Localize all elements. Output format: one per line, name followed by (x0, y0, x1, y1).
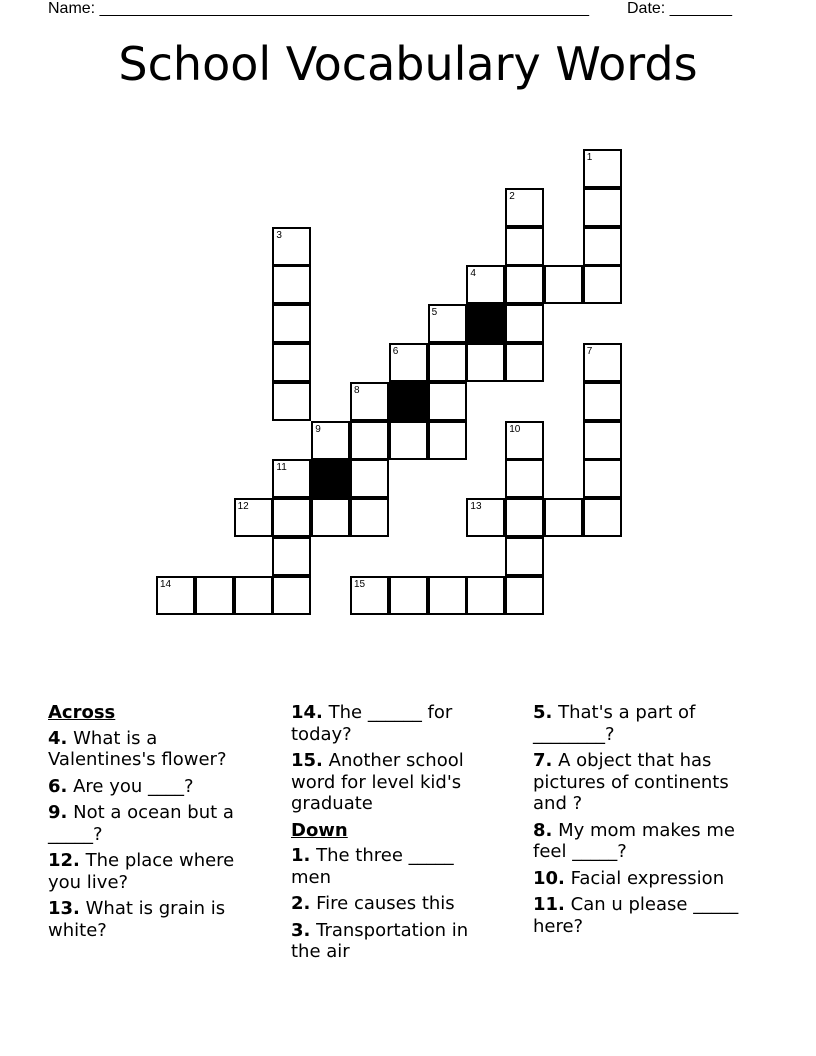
clue-number: 8 (354, 384, 360, 396)
crossword-cell[interactable] (544, 498, 583, 537)
crossword-cell[interactable] (583, 459, 622, 498)
clue-item-number: 15. (291, 750, 323, 771)
clue-item-number: 11. (533, 894, 565, 915)
crossword-cell[interactable] (583, 382, 622, 421)
crossword-cell[interactable] (350, 576, 389, 615)
crossword-block-cell (389, 382, 428, 421)
clue-item-text: The ______ for today? (291, 702, 453, 745)
clue-item-number: 2. (291, 893, 311, 914)
crossword-cell[interactable] (156, 576, 195, 615)
clue-item (48, 850, 263, 893)
crossword-cell[interactable] (389, 576, 428, 615)
crossword-cell[interactable] (428, 343, 467, 382)
crossword-cell[interactable] (544, 265, 583, 304)
clue-item (291, 920, 491, 963)
clue-item-text: What is grain is white? (48, 898, 226, 941)
crossword-cell[interactable] (505, 343, 544, 382)
clue-item-number: 6. (48, 775, 68, 797)
clue-item-number: 5. (533, 702, 553, 723)
crossword-cell[interactable] (350, 382, 389, 421)
crossword-cell[interactable] (505, 227, 544, 266)
clue-item (291, 702, 491, 745)
crossword-cell[interactable] (583, 343, 622, 382)
clue-item-text: Transportation in the air (291, 919, 469, 962)
clue-number: 2 (509, 190, 515, 202)
crossword-cell[interactable] (466, 265, 505, 304)
crossword-cell[interactable] (505, 498, 544, 537)
clue-number: 9 (315, 423, 321, 435)
clues-column-2 (291, 702, 491, 968)
clue-item-text: The place where you live? (48, 850, 235, 893)
crossword-cell[interactable] (583, 421, 622, 460)
clue-item-text: That's a part of ________? (533, 702, 696, 745)
crossword-cell[interactable] (389, 343, 428, 382)
clue-item (533, 894, 768, 937)
clue-item-text: What is a Valentines's flower? (48, 727, 227, 770)
clue-item (533, 750, 768, 815)
crossword-cell[interactable] (505, 576, 544, 615)
clue-item-text: Fire causes this (316, 893, 455, 914)
crossword-cell[interactable] (195, 576, 234, 615)
crossword-cell[interactable] (272, 459, 311, 498)
clue-number: 1 (586, 152, 593, 163)
clue-item-number: 12. (48, 850, 80, 871)
clue-item (48, 898, 263, 941)
crossword-cell[interactable] (311, 498, 350, 537)
clue-item-number: 10. (533, 867, 565, 889)
clue-number: 10 (509, 423, 521, 435)
crossword-cell[interactable] (428, 304, 467, 343)
crossword-cell[interactable] (234, 498, 273, 537)
clue-item-number: 1. (291, 845, 311, 866)
crossword-cell[interactable] (350, 421, 389, 460)
crossword-cell[interactable] (583, 498, 622, 537)
clue-number: 15 (354, 578, 366, 590)
clue-item-number: 9. (48, 802, 68, 823)
clue-number: 3 (276, 229, 282, 241)
clue-item-text: The three _____ men (291, 845, 454, 888)
crossword-cell[interactable] (583, 188, 622, 227)
crossword-cell[interactable] (272, 343, 311, 382)
clue-heading: Down (291, 819, 348, 841)
crossword-cell[interactable] (272, 537, 311, 576)
crossword-block-cell (466, 304, 505, 343)
clue-item-text: My mom makes me feel _____? (533, 819, 735, 862)
clue-number: 7 (586, 346, 593, 357)
crossword-cell[interactable] (272, 382, 311, 421)
crossword-cell[interactable] (389, 421, 428, 460)
clue-item-text: Another school word for level kid's graduate (291, 750, 464, 814)
clue-number: 11 (276, 462, 287, 474)
crossword-cell[interactable] (505, 459, 544, 498)
clue-number: 4 (470, 268, 476, 280)
name-label: Name: (48, 0, 96, 17)
crossword-cell[interactable] (428, 576, 467, 615)
clue-item-text: Can u please _____ here? (533, 894, 739, 937)
crossword-cell[interactable] (583, 149, 622, 188)
crossword-cell[interactable] (505, 188, 544, 227)
clue-item-text: Facial expression (570, 867, 725, 889)
clue-item-number: 13. (48, 898, 80, 919)
clue-item (533, 820, 768, 863)
date-blank: _______ (669, 0, 732, 17)
crossword-cell[interactable] (272, 227, 311, 266)
crossword-cell[interactable] (505, 265, 544, 304)
name-blank: _______________________________________________________ (99, 0, 589, 17)
clue-item (533, 702, 768, 745)
date-label: Date: (627, 0, 666, 17)
page-title: School Vocabulary Words (118, 37, 698, 91)
crossword-cell[interactable] (272, 576, 311, 615)
crossword-block-cell (311, 459, 350, 498)
crossword-cell[interactable] (466, 498, 505, 537)
crossword-cell[interactable] (272, 304, 311, 343)
clue-heading: Across (48, 702, 116, 723)
clue-item (48, 802, 263, 845)
crossword-cell[interactable] (350, 459, 389, 498)
crossword-cell[interactable] (505, 304, 544, 343)
clue-number: 5 (431, 307, 438, 319)
clue-number: 14 (160, 578, 172, 590)
clue-item-text: Not a ocean but a _____? (48, 802, 234, 845)
crossword-cell[interactable] (272, 498, 311, 537)
clue-number: 12 (237, 501, 249, 513)
clue-item (48, 776, 263, 798)
crossword-cell[interactable] (505, 421, 544, 460)
crossword-cell[interactable] (234, 576, 273, 615)
clue-item (291, 893, 491, 915)
crossword-cell[interactable] (505, 537, 544, 576)
clue-item-text: A object that has pictures of continents and ? (533, 750, 729, 814)
clue-number: 13 (470, 501, 482, 513)
clue-item-number: 8. (533, 819, 553, 841)
crossword-cell[interactable] (583, 227, 622, 266)
crossword-cell[interactable] (350, 498, 389, 537)
crossword-cell[interactable] (428, 421, 467, 460)
clues-column-1 (48, 702, 263, 946)
clue-item (291, 845, 491, 888)
crossword-cell[interactable] (311, 421, 350, 460)
crossword-cell[interactable] (466, 576, 505, 615)
clue-item-text: Are you ____? (73, 775, 194, 797)
clue-item-number: 7. (533, 750, 553, 771)
clue-item (48, 728, 263, 771)
clue-item-number: 14. (291, 702, 323, 723)
clue-item-number: 3. (291, 919, 311, 941)
clue-number: 6 (392, 346, 399, 357)
crossword-cell[interactable] (428, 382, 467, 421)
clues-column-3 (533, 702, 768, 942)
crossword-cell[interactable] (583, 265, 622, 304)
clue-item (291, 750, 491, 815)
crossword-cell[interactable] (272, 265, 311, 304)
clue-item-number: 4. (48, 727, 68, 749)
crossword-cell[interactable] (466, 343, 505, 382)
clue-item (533, 868, 768, 890)
